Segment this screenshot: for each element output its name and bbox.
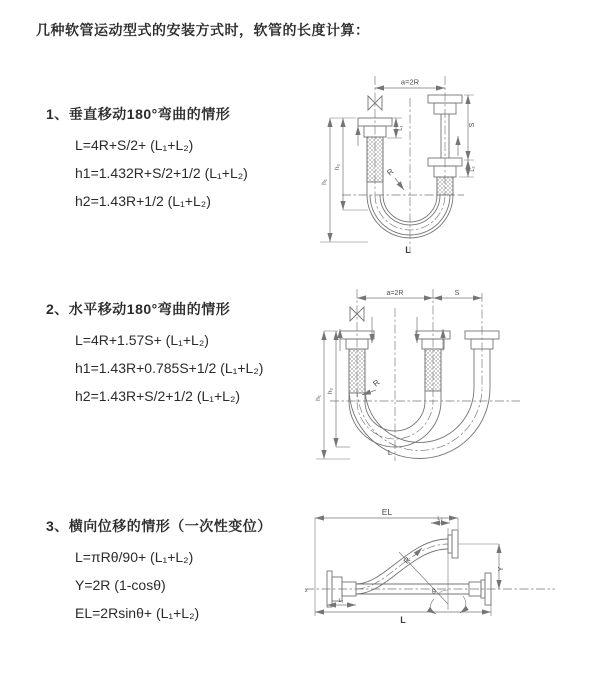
dim-label-el: EL [381,507,393,517]
section-vertical-movement [46,104,321,215]
dim-label-l2: L₂ [437,516,443,522]
dim-label-a2r: a=2R [386,290,404,297]
diagram-lateral-displacement [303,500,598,642]
section-horizontal-movement [46,299,321,410]
left-hose-braid [349,349,365,401]
formula-line: h1=1.43R+0.785S+1/2 (L₁+L₂) [75,360,264,376]
dim-label-l2: L₂ [470,166,476,172]
dim-label-s: S [454,290,460,297]
dim-label-l1: L₁ [398,125,404,131]
dim-label-h1: h₁ [321,179,328,185]
section-heading: 3、横向位移的情形（一次性变位） [46,518,272,534]
formula-line: h1=1.432R+S/2+1/2 (L₁+L₂) [75,165,248,181]
formula-line: Y=2R (1-cosθ) [75,577,166,593]
dim-label-a2r: a=2R [400,77,420,87]
formula-line: L=4R+1.57S+ (L₁+L₂) [75,332,209,348]
angle-label: θ [432,589,436,596]
formula-line: L=4R+S/2+ (L₁+L₂) [75,137,194,153]
radius-label: R [385,166,396,178]
dim-label-l: L [400,615,406,625]
centerlines [342,76,464,252]
dim-label-y: Y [498,566,505,572]
page-title: 几种软管运动型式的安装方式时，软管的长度计算： [36,22,370,38]
section-heading: 2、水平移动180°弯曲的情形 [46,301,231,317]
section-heading: 1、垂直移动180°弯曲的情形 [46,106,231,122]
dim-label-h2: h₂ [334,163,341,171]
u-bend-shifted [349,388,490,459]
left-hose-braid [367,137,383,195]
axis-mark: z [305,588,308,594]
formula-line: EL=2Rsinθ+ (L₁+L₂) [75,605,200,621]
formula-line: L=πRθ/90+ (L₁+L₂) [75,549,194,565]
radius-label: R [371,377,382,389]
upper-flange [448,530,458,558]
diagram-horizontal-180-bend [310,283,595,468]
hose-displaced-position [356,539,448,594]
dim-label-h2: h₂ [327,387,334,395]
radius-label: R [401,555,413,566]
dim-label-s: S [469,122,476,128]
right-hose-braid [437,177,453,195]
radius-leader [395,178,404,190]
formula-line: h2=1.43R+S/2+1/2 (L₁+L₂) [75,388,241,404]
dim-label-h1: h₁ [315,395,322,401]
dim-label-l1: L₁ [338,598,344,604]
formula-line: h2=1.43R+1/2 (L₁+L₂) [75,193,211,209]
length-label: L [387,448,393,457]
length-label: L [405,245,411,255]
diagram-vertical-180-bend [312,70,590,258]
section-lateral-displacement [46,516,321,627]
angle-construction [399,528,466,614]
